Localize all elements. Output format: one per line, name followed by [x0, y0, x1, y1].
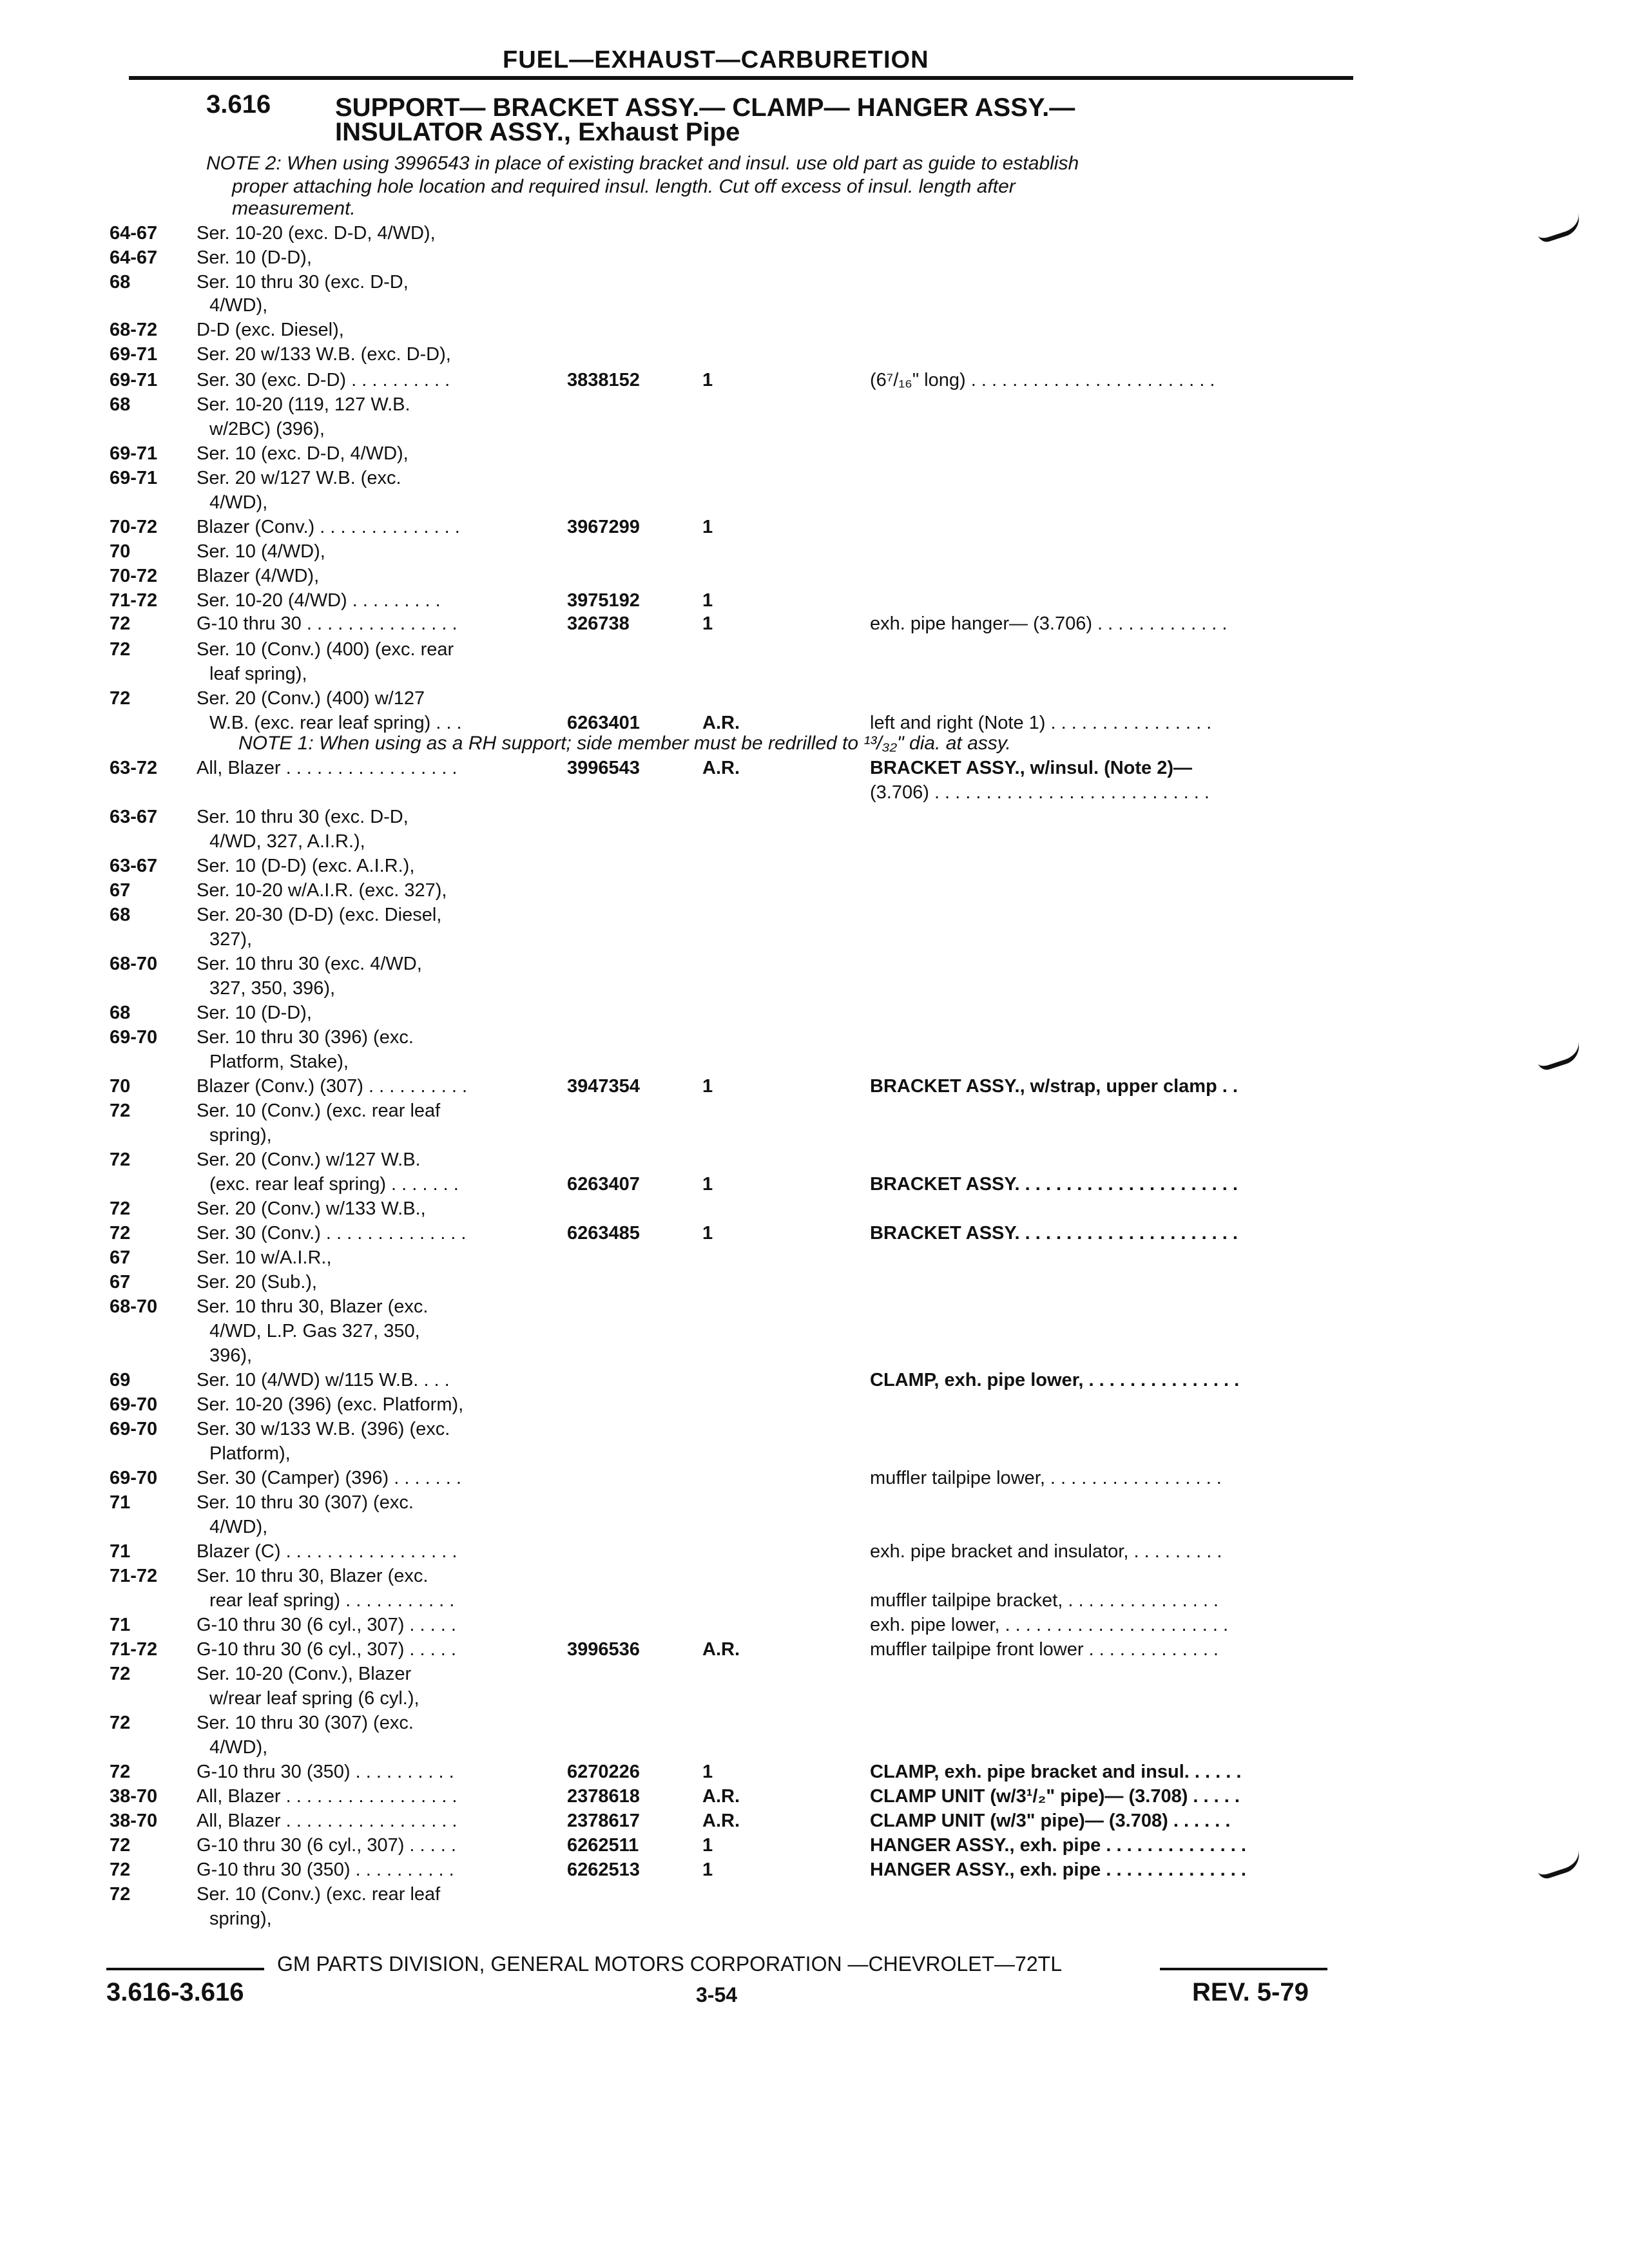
quantity: A.R. [702, 1639, 740, 1660]
model-years: 63-72 [110, 758, 158, 778]
model-years: 71 [110, 1492, 131, 1513]
application-description: Ser. 30 (Conv.) . . . . . . . . . . . . . . [197, 1223, 467, 1244]
table-row [0, 393, 1629, 416]
table-row [0, 1809, 1629, 1832]
quantity: 1 [702, 1835, 713, 1856]
model-years: 69-70 [110, 1394, 158, 1415]
part-description: BRACKET ASSY., w/insul. (Note 2)— [870, 758, 1193, 778]
part-description: HANGER ASSY., exh. pipe . . . . . . . . . . . . . . [870, 1835, 1246, 1856]
table-row [0, 294, 1629, 317]
application-description: 327, 350, 396), [209, 978, 336, 999]
part-number: 3947354 [567, 1076, 640, 1097]
table-row [0, 246, 1629, 269]
table-row [0, 418, 1629, 441]
application-description: Platform), [209, 1443, 291, 1464]
application-description: W.B. (exc. rear leaf spring) . . . [209, 713, 462, 733]
table-row [0, 491, 1629, 514]
application-description: leaf spring), [209, 664, 307, 684]
part-number: 2378618 [567, 1786, 640, 1807]
model-years: 67 [110, 1247, 131, 1268]
table-row [0, 1834, 1629, 1857]
part-description: (3.706) . . . . . . . . . . . . . . . . . . . . . . . . . . . [870, 782, 1210, 803]
table-row [0, 1613, 1629, 1637]
application-description: G-10 thru 30 (350) . . . . . . . . . . [197, 1860, 454, 1880]
quantity: 1 [702, 1762, 713, 1782]
quantity: 1 [702, 1860, 713, 1880]
quantity: 1 [702, 517, 713, 537]
model-years: 69-70 [110, 1027, 158, 1048]
application-description: w/2BC) (396), [209, 419, 325, 439]
model-years: 71-72 [110, 1639, 158, 1660]
model-years: 63-67 [110, 856, 158, 876]
model-years: 64-67 [110, 223, 158, 244]
table-row [0, 1736, 1629, 1759]
application-description: Blazer (4/WD), [197, 566, 320, 586]
quantity: 1 [702, 590, 713, 611]
table-row [0, 1295, 1629, 1318]
application-description: G-10 thru 30 (6 cyl., 307) . . . . . [197, 1615, 456, 1635]
table-row [0, 442, 1629, 465]
note-1: NOTE 1: When using as a RH support; side member must be redrilled to ¹³/₃₂" dia. at assy. [238, 733, 1011, 754]
table-row [0, 1026, 1629, 1049]
model-years: 63-67 [110, 807, 158, 827]
model-years: 70 [110, 541, 131, 562]
page-header-title: FUEL—EXHAUST—CARBURETION [503, 46, 929, 73]
part-description: muffler tailpipe front lower . . . . . . . . . . . . . [870, 1639, 1219, 1660]
table-row [0, 903, 1629, 927]
quantity: 1 [702, 1076, 713, 1097]
quantity: 1 [702, 370, 713, 390]
application-description: Ser. 10-20 w/A.I.R. (exc. 327), [197, 880, 447, 901]
quantity: A.R. [702, 713, 740, 733]
application-description: Ser. 10 thru 30, Blazer (exc. [197, 1566, 429, 1586]
application-description: Ser. 10 (exc. D-D, 4/WD), [197, 443, 409, 464]
application-description: G-10 thru 30 (6 cyl., 307) . . . . . [197, 1835, 456, 1856]
part-description: HANGER ASSY., exh. pipe . . . . . . . . . . . . . . [870, 1860, 1246, 1880]
table-row [0, 271, 1629, 294]
model-years: 68 [110, 394, 131, 415]
table-row [0, 952, 1629, 975]
application-description: Ser. 10-20 (exc. D-D, 4/WD), [197, 223, 436, 244]
section-title-line2: INSULATOR ASSY., Exhaust Pipe [335, 118, 740, 146]
application-description: 4/WD, 327, A.I.R.), [209, 831, 365, 852]
application-description: 4/WD, L.P. Gas 327, 350, [209, 1321, 420, 1341]
application-description: Ser. 10 (Conv.) (exc. rear leaf [197, 1100, 441, 1121]
model-years: 72 [110, 1223, 131, 1244]
model-years: 72 [110, 1149, 131, 1170]
part-description: muffler tailpipe bracket, . . . . . . . . . . . . . . . [870, 1590, 1219, 1611]
table-row [0, 1222, 1629, 1245]
part-number: 3996543 [567, 758, 640, 778]
application-description: Blazer (Conv.) . . . . . . . . . . . . . . [197, 517, 460, 537]
application-description: Ser. 10-20 (Conv.), Blazer [197, 1664, 412, 1684]
part-description: (6⁷/₁₆" long) . . . . . . . . . . . . . . . . . . . . . . . . [870, 370, 1215, 390]
model-years: 72 [110, 1198, 131, 1219]
table-row [0, 1491, 1629, 1514]
footer-revision: REV. 5-79 [1192, 1978, 1309, 2006]
application-description: Ser. 10 (4/WD) w/115 W.B. . . . [197, 1370, 450, 1390]
table-row [0, 1858, 1629, 1881]
application-description: Blazer (Conv.) (307) . . . . . . . . . . [197, 1076, 468, 1097]
application-description: Ser. 10 (D-D), [197, 1003, 312, 1023]
application-description: All, Blazer . . . . . . . . . . . . . . . . . [197, 758, 458, 778]
table-row [0, 1246, 1629, 1269]
note-2-line3: measurement. [232, 198, 356, 219]
model-years: 72 [110, 1713, 131, 1733]
quantity: A.R. [702, 1811, 740, 1831]
model-years: 69-71 [110, 468, 158, 488]
model-years: 72 [110, 1762, 131, 1782]
application-description: 4/WD), [209, 1737, 268, 1758]
model-years: 72 [110, 613, 131, 634]
application-description: Ser. 30 w/133 W.B. (396) (exc. [197, 1419, 450, 1439]
table-row [0, 1687, 1629, 1710]
footer-division: GM PARTS DIVISION, GENERAL MOTORS CORPORATION —CHEVROLET—72TL [277, 1952, 1062, 1975]
part-number: 3996536 [567, 1639, 640, 1660]
application-description: Ser. 20 (Sub.), [197, 1272, 317, 1293]
application-description: Ser. 10-20 (396) (exc. Platform), [197, 1394, 464, 1415]
application-description: Ser. 20 (Conv.) (400) w/127 [197, 688, 425, 709]
application-description: Ser. 10 (Conv.) (400) (exc. rear [197, 639, 454, 660]
table-row [0, 612, 1629, 635]
table-row [0, 589, 1629, 612]
part-number: 3967299 [567, 517, 640, 537]
table-row [0, 854, 1629, 878]
table-row [0, 1662, 1629, 1686]
application-description: 4/WD), [209, 492, 268, 513]
table-row [0, 781, 1629, 804]
table-row [0, 638, 1629, 661]
table-row [0, 1589, 1629, 1612]
model-years: 70-72 [110, 517, 158, 537]
application-description: Ser. 10 w/A.I.R., [197, 1247, 332, 1268]
table-row [0, 977, 1629, 1000]
note-2-line2: proper attaching hole location and required insul. length. Cut off excess of insul. length after [232, 176, 1016, 197]
quantity: 1 [702, 613, 713, 634]
quantity: 1 [702, 1174, 713, 1195]
model-years: 68-72 [110, 320, 158, 340]
footer-rule-right [1160, 1968, 1327, 1970]
model-years: 71-72 [110, 1566, 158, 1586]
model-years: 72 [110, 1860, 131, 1880]
part-number: 6263485 [567, 1223, 640, 1244]
part-description: exh. pipe lower, . . . . . . . . . . . . . . . . . . . . . . [870, 1615, 1229, 1635]
application-description: Ser. 10 (D-D), [197, 247, 312, 268]
model-years: 69-71 [110, 344, 158, 365]
application-description: G-10 thru 30 (350) . . . . . . . . . . [197, 1762, 454, 1782]
part-number: 326738 [567, 613, 630, 634]
application-description: Ser. 10 thru 30 (307) (exc. [197, 1492, 414, 1513]
model-years: 72 [110, 1835, 131, 1856]
table-row [0, 1050, 1629, 1073]
model-years: 72 [110, 639, 131, 660]
quantity: 1 [702, 1223, 713, 1244]
model-years: 69 [110, 1370, 131, 1390]
part-number: 6262513 [567, 1860, 640, 1880]
quantity: A.R. [702, 1786, 740, 1807]
table-row [0, 318, 1629, 341]
model-years: 70 [110, 1076, 131, 1097]
application-description: Ser. 20 w/127 W.B. (exc. [197, 468, 401, 488]
model-years: 68-70 [110, 1296, 158, 1317]
quantity: A.R. [702, 758, 740, 778]
application-description: Ser. 30 (Camper) (396) . . . . . . . [197, 1468, 461, 1488]
application-description: 396), [209, 1345, 253, 1366]
table-row [0, 1124, 1629, 1147]
application-description: Ser. 20 (Conv.) w/133 W.B., [197, 1198, 426, 1219]
part-number: 3975192 [567, 590, 640, 611]
application-description: Ser. 20-30 (D-D) (exc. Diesel, [197, 905, 442, 925]
table-row [0, 1344, 1629, 1367]
footer-rule-left [106, 1968, 264, 1970]
part-description: exh. pipe bracket and insulator, . . . . . . . . . [870, 1541, 1222, 1562]
model-years: 68 [110, 272, 131, 293]
header-rule [129, 76, 1353, 80]
note-2-line1: NOTE 2: When using 3996543 in place of existing bracket and insul. use old part as guide to establish [206, 153, 1079, 174]
table-row [0, 1001, 1629, 1024]
table-row [0, 1369, 1629, 1392]
model-years: 67 [110, 1272, 131, 1293]
table-row [0, 222, 1629, 245]
application-description: D-D (exc. Diesel), [197, 320, 344, 340]
model-years: 69-70 [110, 1419, 158, 1439]
application-description: Ser. 20 w/133 W.B. (exc. D-D), [197, 344, 451, 365]
table-row [0, 564, 1629, 588]
table-row [0, 343, 1629, 366]
model-years: 72 [110, 688, 131, 709]
table-row [0, 1320, 1629, 1343]
application-description: Ser. 20 (Conv.) w/127 W.B. [197, 1149, 421, 1170]
application-description: Ser. 10 (Conv.) (exc. rear leaf [197, 1884, 441, 1905]
application-description: All, Blazer . . . . . . . . . . . . . . . . . [197, 1811, 458, 1831]
table-row [0, 1099, 1629, 1122]
application-description: 4/WD), [209, 295, 268, 316]
section-number: 3.616 [206, 90, 271, 119]
part-description: CLAMP, exh. pipe bracket and insul. . . . . . [870, 1762, 1242, 1782]
model-years: 38-70 [110, 1786, 158, 1807]
table-row [0, 540, 1629, 563]
model-years: 71 [110, 1615, 131, 1635]
part-number: 6263407 [567, 1174, 640, 1195]
model-years: 72 [110, 1100, 131, 1121]
model-years: 69-71 [110, 370, 158, 390]
model-years: 69-71 [110, 443, 158, 464]
table-row [0, 1393, 1629, 1416]
application-description: spring), [209, 1125, 272, 1146]
model-years: 68-70 [110, 954, 158, 974]
table-row [0, 1711, 1629, 1735]
table-row [0, 711, 1629, 735]
table-row [0, 687, 1629, 710]
application-description: 327), [209, 929, 253, 950]
part-description: CLAMP, exh. pipe lower, . . . . . . . . . . . . . . . [870, 1370, 1240, 1390]
application-description: Ser. 10 thru 30 (exc. D-D, [197, 272, 409, 293]
application-description: Ser. 30 (exc. D-D) . . . . . . . . . . [197, 370, 450, 390]
application-description: spring), [209, 1908, 272, 1929]
application-description: Ser. 10-20 (4/WD) . . . . . . . . . [197, 590, 441, 611]
table-row [0, 1466, 1629, 1490]
table-row [0, 1442, 1629, 1465]
table-row [0, 1197, 1629, 1220]
model-years: 72 [110, 1884, 131, 1905]
model-years: 72 [110, 1664, 131, 1684]
table-row [0, 1148, 1629, 1171]
part-number: 6263401 [567, 713, 640, 733]
application-description: Ser. 10 thru 30 (exc. D-D, [197, 807, 409, 827]
part-description: BRACKET ASSY. . . . . . . . . . . . . . . . . . . . . . [870, 1174, 1238, 1195]
application-description: (exc. rear leaf spring) . . . . . . . [209, 1174, 459, 1195]
model-years: 71-72 [110, 590, 158, 611]
table-row [0, 1515, 1629, 1539]
part-description: CLAMP UNIT (w/3¹/₂" pipe)— (3.708) . . . . . [870, 1786, 1240, 1807]
application-description: Ser. 10-20 (119, 127 W.B. [197, 394, 410, 415]
application-description: Ser. 10 (4/WD), [197, 541, 325, 562]
table-row [0, 756, 1629, 780]
model-years: 68 [110, 905, 131, 925]
part-number: 2378617 [567, 1811, 640, 1831]
table-row [0, 1907, 1629, 1930]
table-row [0, 1271, 1629, 1294]
application-description: All, Blazer . . . . . . . . . . . . . . . . . [197, 1786, 458, 1807]
application-description: Ser. 10 thru 30 (396) (exc. [197, 1027, 414, 1048]
table-row [0, 1418, 1629, 1441]
table-row [0, 1173, 1629, 1196]
application-description: Ser. 10 thru 30, Blazer (exc. [197, 1296, 429, 1317]
part-description: BRACKET ASSY. . . . . . . . . . . . . . . . . . . . . . [870, 1223, 1238, 1244]
application-description: G-10 thru 30 (6 cyl., 307) . . . . . [197, 1639, 456, 1660]
footer-page-number: 3-54 [696, 1983, 738, 2006]
model-years: 68 [110, 1003, 131, 1023]
table-row [0, 1638, 1629, 1661]
model-years: 71 [110, 1541, 131, 1562]
table-row [0, 830, 1629, 853]
model-years: 67 [110, 880, 131, 901]
table-row [0, 1883, 1629, 1906]
application-description: G-10 thru 30 . . . . . . . . . . . . . . . [197, 613, 458, 634]
application-description: Blazer (C) . . . . . . . . . . . . . . . . . [197, 1541, 458, 1562]
part-description: muffler tailpipe lower, . . . . . . . . . . . . . . . . . [870, 1468, 1222, 1488]
table-row [0, 1760, 1629, 1783]
section-title-line1: SUPPORT— BRACKET ASSY.— CLAMP— HANGER ASSY.— [335, 93, 1075, 122]
table-row [0, 1564, 1629, 1588]
part-description: left and right (Note 1) . . . . . . . . . . . . . . . . [870, 713, 1212, 733]
table-row [0, 1540, 1629, 1563]
table-row [0, 879, 1629, 902]
part-number: 3838152 [567, 370, 640, 390]
part-number: 6262511 [567, 1835, 639, 1856]
table-row [0, 805, 1629, 829]
model-years: 64-67 [110, 247, 158, 268]
table-row [0, 662, 1629, 686]
part-description: BRACKET ASSY., w/strap, upper clamp . . [870, 1076, 1238, 1097]
model-years: 38-70 [110, 1811, 158, 1831]
application-description: Platform, Stake), [209, 1052, 349, 1072]
table-row [0, 466, 1629, 490]
part-number: 6270226 [567, 1762, 640, 1782]
footer-section-range: 3.616-3.616 [106, 1978, 244, 2006]
application-description: Ser. 10 (D-D) (exc. A.I.R.), [197, 856, 415, 876]
table-row [0, 1075, 1629, 1098]
application-description: Ser. 10 thru 30 (exc. 4/WD, [197, 954, 422, 974]
application-description: 4/WD), [209, 1517, 268, 1537]
part-description: CLAMP UNIT (w/3" pipe)— (3.708) . . . . . . [870, 1811, 1231, 1831]
table-row [0, 1785, 1629, 1808]
application-description: w/rear leaf spring (6 cyl.), [209, 1688, 419, 1709]
application-description: Ser. 10 thru 30 (307) (exc. [197, 1713, 414, 1733]
model-years: 70-72 [110, 566, 158, 586]
model-years: 69-70 [110, 1468, 158, 1488]
table-row [0, 369, 1629, 392]
table-row [0, 515, 1629, 539]
application-description: rear leaf spring) . . . . . . . . . . . [209, 1590, 455, 1611]
part-description: exh. pipe hanger— (3.706) . . . . . . . . . . . . . [870, 613, 1228, 634]
table-row [0, 928, 1629, 951]
